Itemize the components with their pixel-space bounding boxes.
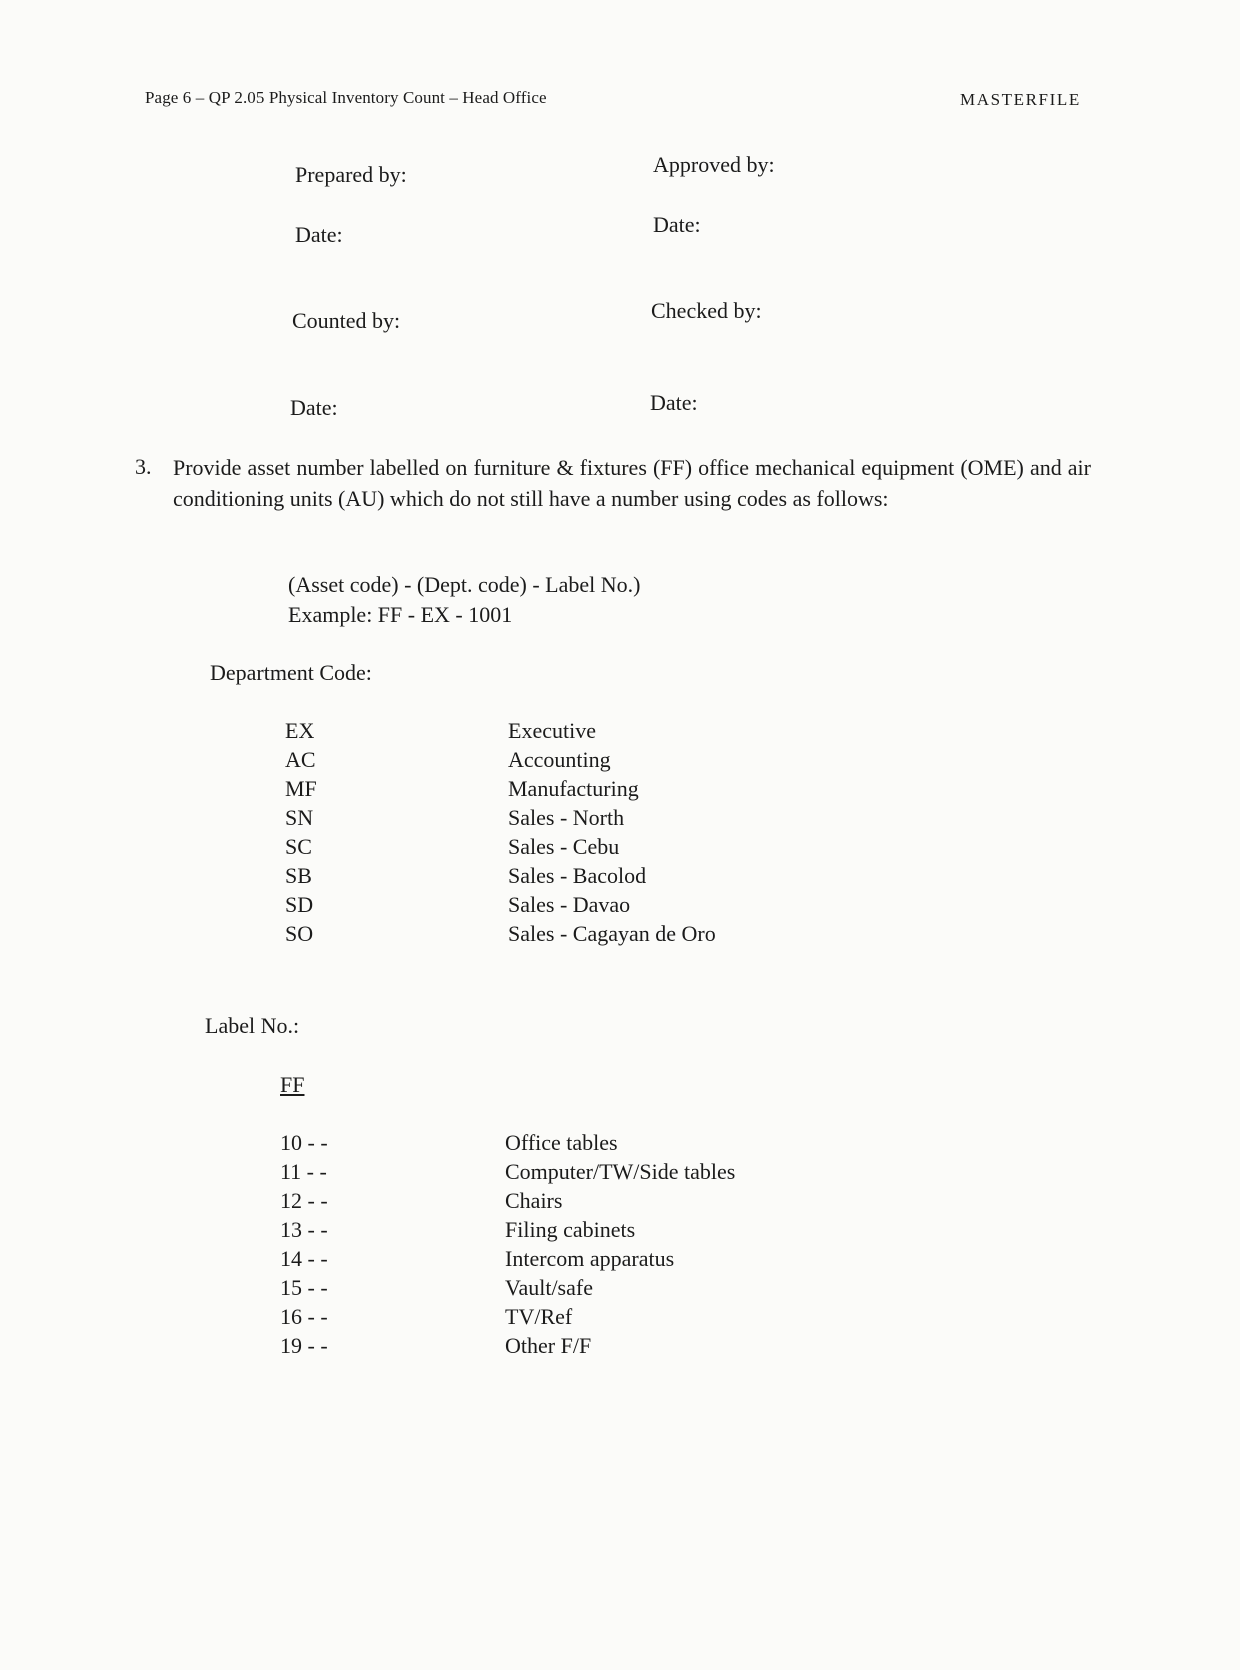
label-name: Intercom apparatus	[505, 1246, 675, 1271]
masterfile-label: MASTERFILE	[960, 90, 1081, 109]
dept-name: Sales - Cebu	[508, 834, 620, 859]
dept-name: Sales - North	[508, 805, 625, 830]
page-header: Page 6 – QP 2.05 Physical Inventory Count – Head Office	[145, 88, 547, 107]
label-code: 12 - -	[280, 1188, 328, 1213]
label-code: 15 - -	[280, 1275, 328, 1300]
label-name: Office tables	[505, 1130, 618, 1155]
dept-code: EX	[285, 718, 315, 743]
label-name: Vault/safe	[505, 1275, 593, 1300]
label-name: TV/Ref	[505, 1304, 573, 1329]
dept-code: AC	[285, 747, 316, 772]
label-name: Computer/TW/Side tables	[505, 1159, 736, 1184]
dept-code: SD	[285, 892, 314, 917]
label-code: 14 - -	[280, 1246, 328, 1271]
dept-name: Manufacturing	[508, 776, 639, 801]
label-name: Chairs	[505, 1188, 563, 1213]
dept-code: SB	[285, 863, 312, 888]
dept-name: Accounting	[508, 747, 611, 772]
checked-by-label: Checked by:	[651, 298, 762, 323]
dept-name: Executive	[508, 718, 596, 743]
label-name: Other F/F	[505, 1333, 592, 1358]
dept-name: Sales - Cagayan de Oro	[508, 921, 716, 946]
checked-date-label: Date:	[650, 390, 698, 415]
item-instruction-text: Provide asset number labelled on furniture & fixtures (FF) office mechanical equipment (OME) and air conditioning units (AU) which do not still have a number using codes as follows:	[173, 455, 1091, 511]
item-number: 3.	[135, 454, 152, 479]
approved-by-label: Approved by:	[653, 152, 775, 177]
dept-code: MF	[285, 776, 317, 801]
department-code-heading: Department Code:	[210, 660, 372, 685]
prepared-date-label: Date:	[295, 222, 343, 247]
ff-group-heading: FF	[280, 1072, 305, 1097]
label-name: Filing cabinets	[505, 1217, 636, 1242]
counted-date-label: Date:	[290, 395, 338, 420]
approved-date-label: Date:	[653, 212, 701, 237]
dept-code: SC	[285, 834, 312, 859]
dept-code: SN	[285, 805, 314, 830]
label-code: 19 - -	[280, 1333, 328, 1358]
label-no-heading: Label No.:	[205, 1013, 300, 1038]
label-code: 16 - -	[280, 1304, 328, 1329]
asset-code-example: Example: FF - EX - 1001	[288, 602, 513, 627]
prepared-by-label: Prepared by:	[295, 162, 407, 187]
dept-name: Sales - Bacolod	[508, 863, 647, 888]
label-code: 10 - -	[280, 1130, 328, 1155]
counted-by-label: Counted by:	[292, 308, 401, 333]
label-code: 11 - -	[280, 1159, 327, 1184]
asset-code-format: (Asset code) - (Dept. code) - Label No.)	[288, 572, 641, 597]
dept-name: Sales - Davao	[508, 892, 631, 917]
dept-code: SO	[285, 921, 314, 946]
label-code: 13 - -	[280, 1217, 328, 1242]
